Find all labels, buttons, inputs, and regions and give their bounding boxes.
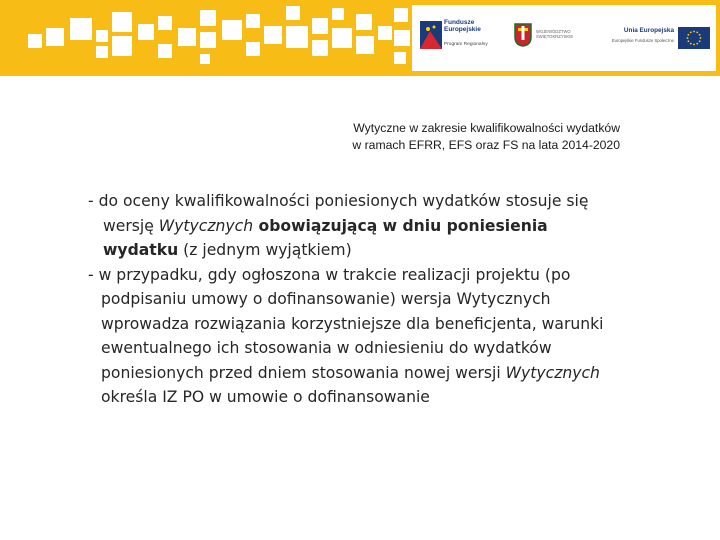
p2-text-d: określa IZ PO w umowie o dofinansowanie (101, 388, 430, 406)
paragraph-2 (88, 263, 618, 410)
eu-star (699, 34, 701, 36)
swietokrzyskie-text: WOJEWÓDZTWO ŚWIĘTOKRZYSKIE (536, 29, 574, 39)
decorative-square (46, 28, 64, 46)
decorative-square (394, 30, 410, 46)
p1-text-d: (z jednym wyjątkiem) (178, 241, 352, 259)
subtitle-line-1: Wytyczne w zakresie kwalifikowalności wydatków (353, 121, 620, 135)
decorative-square (112, 12, 132, 32)
eu-star (696, 43, 698, 45)
decorative-square (96, 30, 108, 42)
decorative-square (332, 8, 344, 20)
eu-star (700, 37, 702, 39)
decorative-square (394, 8, 408, 22)
decorative-square (312, 40, 328, 56)
decorative-square (246, 14, 260, 28)
decorative-square (200, 10, 216, 26)
decorative-square (138, 24, 154, 40)
decorative-square (356, 36, 374, 54)
swietokrzyskie-logo (514, 19, 594, 59)
eu-flag-icon (678, 27, 710, 49)
decorative-squares (0, 0, 412, 76)
subtitle-line-2: w ramach EFRR, EFS oraz FS na lata 2014-2020 (352, 138, 620, 152)
decorative-square (222, 20, 242, 40)
decorative-square (378, 26, 392, 40)
decorative-square (28, 34, 42, 48)
decorative-square (246, 42, 260, 56)
logo-strip (412, 5, 716, 71)
eu-star (687, 40, 689, 42)
decorative-square (356, 14, 372, 30)
eu-star (687, 34, 689, 36)
eu-star (690, 43, 692, 45)
decorative-square (200, 54, 210, 64)
ue-title: Unia Europejska (623, 27, 674, 34)
fundusze-europejskie-logo (420, 19, 500, 59)
eu-star (690, 31, 692, 33)
p1-italic: Wytycznych (158, 216, 254, 235)
decorative-square (286, 6, 300, 20)
decorative-square (158, 16, 172, 30)
fe-title-line-1: Fundusze (444, 19, 475, 26)
eu-star (693, 31, 695, 33)
decorative-square (96, 46, 108, 58)
decorative-square (70, 18, 92, 40)
ue-subtitle: Europejskie Fundusze Społeczne (611, 38, 674, 43)
eu-star (699, 40, 701, 42)
decorative-square (332, 28, 352, 48)
p2-text-b: Wytycznych wprowadza rozwiązania korzystniejsze dla beneficjenta, warunki ewentualnego ich stosowania w odniesieniu do wydatków poniesionych przed dniem stosowania nowej wersji (101, 290, 604, 382)
unia-europejska-logo (600, 21, 712, 57)
decorative-square (158, 44, 172, 58)
eu-star (687, 37, 689, 39)
main-content (88, 189, 628, 411)
p1-bold: obowiązującą w dniu poniesienia wydatku (103, 216, 548, 259)
fe-flag-icon (420, 21, 442, 49)
decorative-square (112, 36, 132, 56)
eu-star (696, 31, 698, 33)
decorative-square (394, 52, 406, 64)
p2-text-a: - w przypadku, gdy ogłoszona w trakcie realizacji projektu (po podpisaniu umowy o dofinansowanie) wersja (88, 265, 571, 308)
decorative-square (178, 28, 196, 46)
document-subtitle (200, 120, 620, 154)
p1-text-a: - do oceny kwalifikowalności poniesionych wydatków stosuje się wersję (88, 192, 589, 235)
p2-italic: Wytycznych (505, 363, 600, 382)
decorative-square (312, 18, 328, 34)
decorative-square (200, 32, 216, 48)
eu-star (693, 44, 695, 46)
fe-title-line-2: Europejskie (444, 26, 481, 34)
fe-subtitle: Program Regionalny (444, 42, 488, 47)
coat-of-arms-icon (514, 23, 532, 47)
paragraph-1 (88, 189, 608, 263)
decorative-square (264, 26, 282, 44)
decorative-square (286, 26, 308, 48)
